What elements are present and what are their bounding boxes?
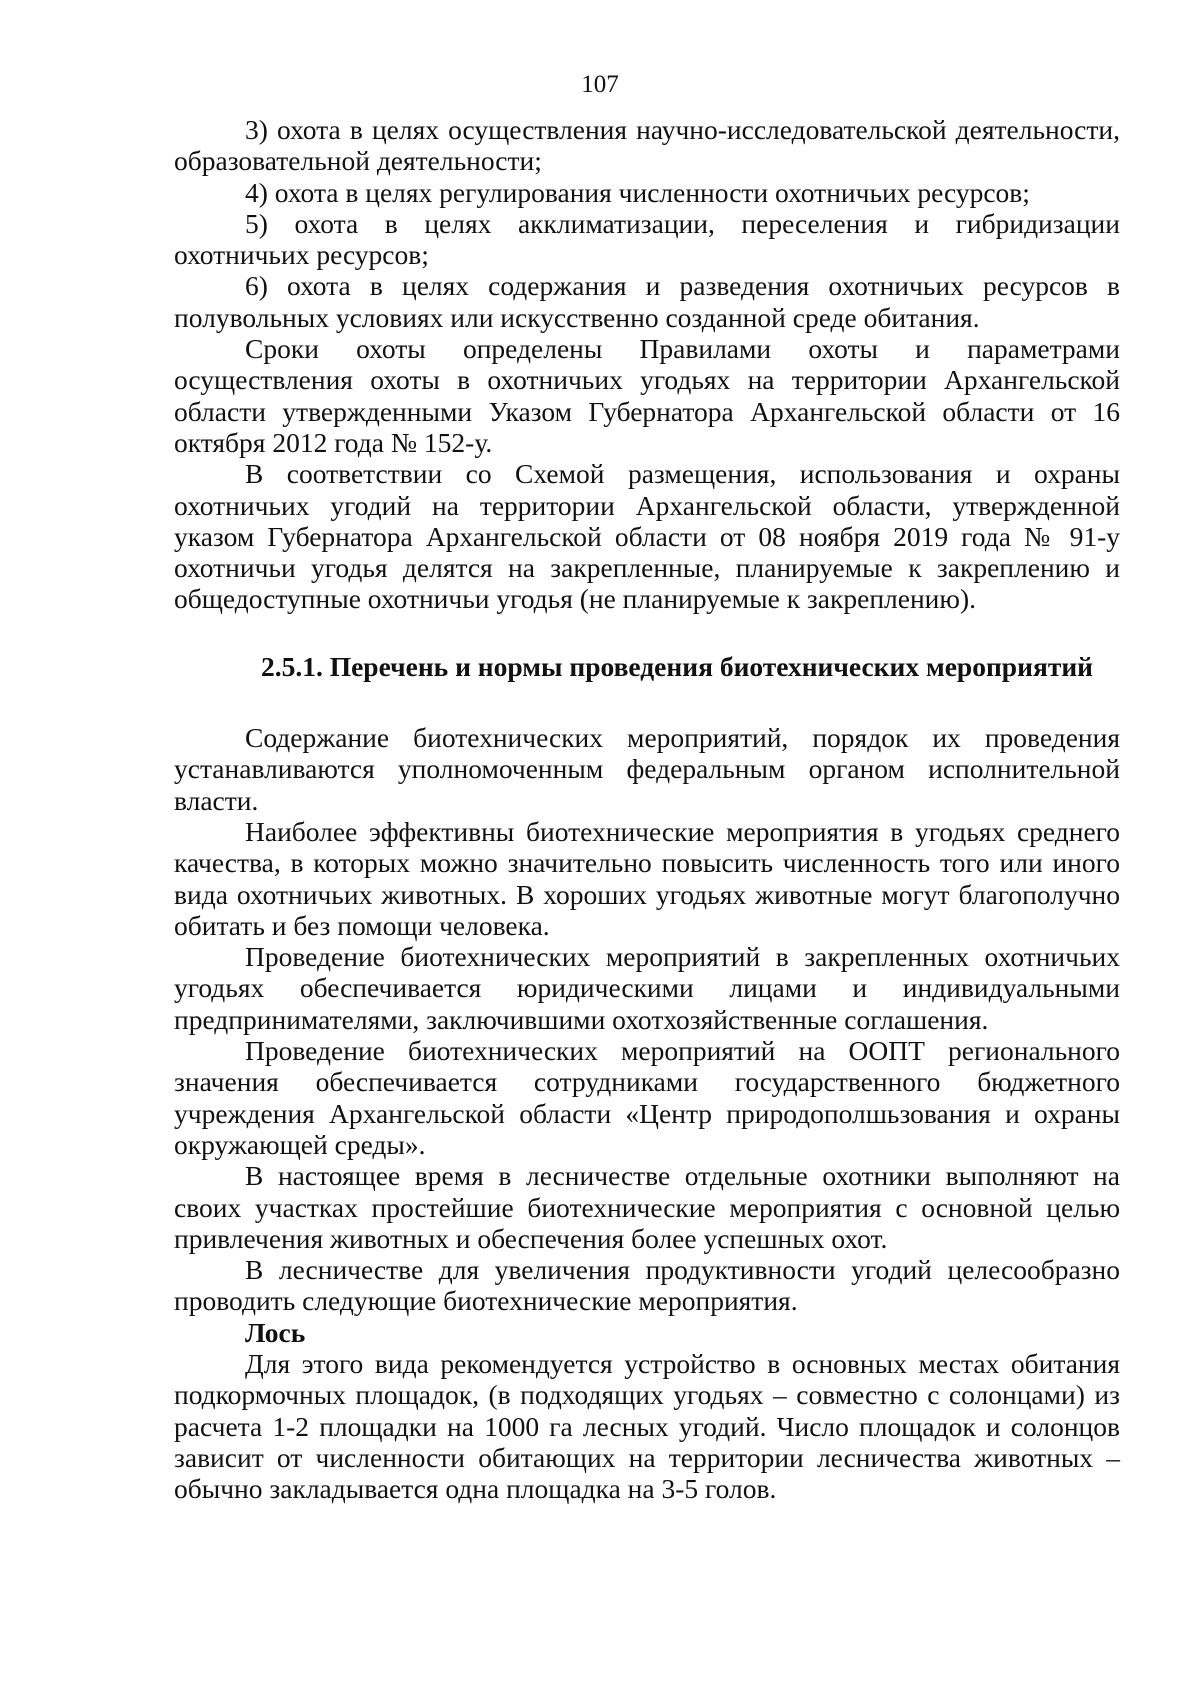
paragraph-hunting-dates: Сроки охоты определены Правилами охоты и параметрами осуществления охоты в охотничьих угодьях на территории Архангельской области утвержденными Указом Губернатора Архангельской области от 16 октября 2012 года № 152-у. [174,333,1120,458]
paragraph-moose-feeding: Для этого вида рекомендуется устройство в основных местах обитания подкормочных площадок, (в подходящих угодьях – совместно с солонцами) из расчета 1-2 площадки на 1000 га лесных угодий. Число площадок и солонцов зависит от численности обитающих на территории лесничества животных – обычно закладывается одна площадка на 3-5 голов. [174,1347,1120,1505]
paragraph-biotech-content: Содержание биотехнических мероприятий, порядок их проведения устанавливаются уполномоченным федеральным органом исполнительной власти. [174,722,1120,816]
page-number: 107 [581,71,619,98]
paragraph-biotech-current: В настоящее время в лесничестве отдельные охотники выполняют на своих участках простейшие биотехнические мероприятия с основной целью привлечения животных и обеспечения более успешных охот. [174,1160,1120,1254]
paragraph-biotech-protected-areas: Проведение биотехнических мероприятий на ООПТ регионального значения обеспечивается сотрудниками государственного бюджетного учреждения Архангельской области «Центр природополшьзования и охраны окружающей среды». [174,1035,1120,1160]
paragraph-acclimatization-hunting: 5) охота в целях акклиматизации, переселения и гибридизации охотничьих ресурсов; [174,207,1120,271]
page-content [174,114,1120,1504]
paragraph-biotech-recommended: В лесничестве для увеличения продуктивности угодий целесообразно проводить следующие биотехнические мероприятия. [174,1254,1120,1317]
paragraph-hunting-grounds-scheme: В соответствии со Схемой размещения, использования и охраны охотничьих угодий на территории Архангельской области, утвержденной указом Губернатора Архангельской области от 08 ноября 2019 года № 91-у охотничьи угодья делятся на закрепленные, планируемые к закреплению и общедоступные охотничьи угодья (не планируемые к закреплению). [174,458,1120,615]
paragraph-regulation-hunting: 4) охота в целях регулирования численности охотничьих ресурсов; [245,176,1030,208]
subheading-moose: Лось [245,1316,306,1348]
paragraph-breeding-hunting: 6) охота в целях содержания и разведения охотничьих ресурсов в полувольных условиях или искусственно созданной среде обитания. [174,270,1120,333]
paragraph-biotech-fixed-grounds: Проведение биотехнических мероприятий в закрепленных охотничьих угодьях обеспечивается юридическими лицами и индивидуальными предпринимателями, заключившими охотхозяйственные соглашения. [174,941,1120,1035]
section-heading: 2.5.1. Перечень и нормы проведения биотехнических мероприятий [260,650,1094,682]
paragraph-research-hunting: 3) охота в целях осуществления научно-исследовательской деятельности, образовательной деятельности; [174,114,1120,177]
paragraph-biotech-effective: Наиболее эффективны биотехнические мероприятия в угодьях среднего качества, в которых можно значительно повысить численность того или иного вида охотничьих животных. В хороших угодьях животные могут благополучно обитать и без помощи человека. [174,815,1120,941]
